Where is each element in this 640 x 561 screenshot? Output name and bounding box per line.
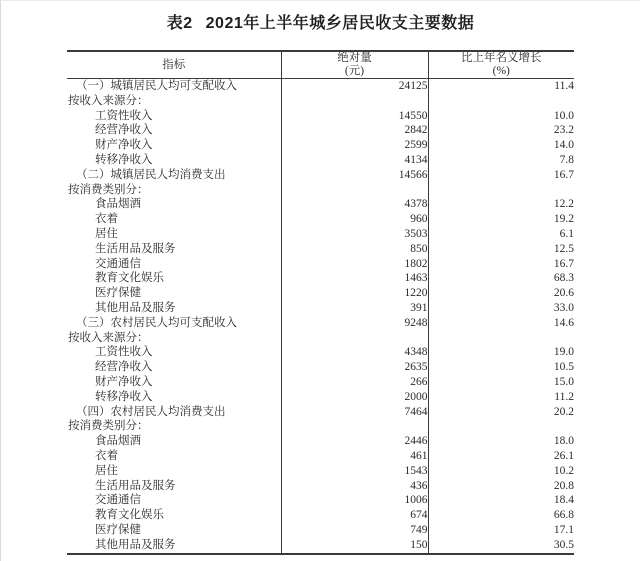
table-row — [67, 123, 574, 138]
table-row — [67, 271, 574, 286]
row-absolute-value — [281, 183, 428, 198]
row-growth-value: 18.0 — [428, 434, 574, 449]
row-growth-value: 66.8 — [428, 508, 574, 523]
row-growth-value: 26.1 — [428, 449, 574, 464]
row-indicator-label: 转移净收入 — [95, 390, 153, 403]
row-indicator-label: 财产净收入 — [95, 375, 153, 388]
row-growth-value: 20.8 — [428, 479, 574, 494]
row-growth-value — [428, 94, 574, 109]
row-growth-value: 19.2 — [428, 212, 574, 227]
row-indicator-label: 交通通信 — [95, 257, 141, 270]
row-absolute-value: 3503 — [281, 227, 428, 242]
table-row — [67, 419, 574, 434]
row-growth-value: 23.2 — [428, 123, 574, 138]
table-row — [67, 434, 574, 449]
row-indicator-label: 教育文化娱乐 — [95, 509, 164, 522]
row-absolute-value: 1543 — [281, 464, 428, 479]
table-row — [67, 94, 574, 109]
row-indicator-label: 其他用品及服务 — [95, 301, 176, 314]
table-row — [67, 183, 574, 198]
row-absolute-value: 14550 — [281, 109, 428, 124]
row-growth-value: 18.4 — [428, 493, 574, 508]
table-row — [67, 523, 574, 538]
row-absolute-value — [281, 419, 428, 434]
row-indicator-label: 衣着 — [95, 213, 118, 226]
row-absolute-value: 2000 — [281, 390, 428, 405]
table-row — [67, 464, 574, 479]
row-absolute-value: 391 — [281, 301, 428, 316]
row-growth-value: 10.2 — [428, 464, 574, 479]
row-absolute-value: 24125 — [281, 79, 428, 94]
row-indicator-label: （四）农村居民人均消费支出 — [76, 405, 226, 418]
table-row — [67, 331, 574, 346]
row-growth-value: 12.2 — [428, 197, 574, 212]
row-absolute-value: 1463 — [281, 271, 428, 286]
row-absolute-value: 9248 — [281, 316, 428, 331]
table-row — [67, 345, 574, 360]
table-row — [67, 109, 574, 124]
table-row — [67, 479, 574, 494]
header-indicator — [67, 51, 281, 79]
row-growth-value: 14.6 — [428, 316, 574, 331]
row-absolute-value: 1006 — [281, 493, 428, 508]
row-indicator-label: 财产净收入 — [95, 139, 153, 152]
row-growth-value: 20.2 — [428, 405, 574, 420]
row-growth-value: 16.7 — [428, 168, 574, 183]
header-absolute-line2: (元) — [344, 65, 365, 77]
header-growth-line2: (%) — [492, 65, 510, 77]
row-growth-value: 33.0 — [428, 301, 574, 316]
table-row — [67, 538, 574, 554]
table-row — [67, 316, 574, 331]
row-indicator-label: 医疗保健 — [95, 287, 141, 300]
row-growth-value: 11.2 — [428, 390, 574, 405]
row-absolute-value: 2635 — [281, 360, 428, 375]
row-growth-value: 68.3 — [428, 271, 574, 286]
row-absolute-value: 2599 — [281, 138, 428, 153]
table-row — [67, 138, 574, 153]
row-indicator-label: 工资性收入 — [95, 109, 153, 122]
row-absolute-value: 749 — [281, 523, 428, 538]
row-absolute-value: 4378 — [281, 197, 428, 212]
row-absolute-value: 4134 — [281, 153, 428, 168]
row-growth-value: 19.0 — [428, 345, 574, 360]
header-indicator-label: 指标 — [162, 58, 186, 71]
row-growth-value: 17.1 — [428, 523, 574, 538]
table-row — [67, 197, 574, 212]
row-absolute-value: 2446 — [281, 434, 428, 449]
header-absolute-line1: 绝对量 — [337, 52, 372, 64]
row-indicator-label: 其他用品及服务 — [95, 538, 176, 551]
table-row — [67, 227, 574, 242]
table-title-prefix: 表2 — [166, 15, 193, 32]
row-indicator-label: 按收入来源分： — [68, 331, 149, 344]
row-absolute-value: 14566 — [281, 168, 428, 183]
row-growth-value — [428, 331, 574, 346]
row-indicator-label: （二）城镇居民人均消费支出 — [76, 168, 226, 181]
row-growth-value: 30.5 — [428, 538, 574, 554]
table-row — [67, 257, 574, 272]
row-absolute-value: 2842 — [281, 123, 428, 138]
row-absolute-value: 674 — [281, 508, 428, 523]
row-absolute-value: 461 — [281, 449, 428, 464]
row-growth-value: 7.8 — [428, 153, 574, 168]
table-row — [67, 153, 574, 168]
row-growth-value: 10.5 — [428, 360, 574, 375]
table-row — [67, 242, 574, 257]
row-indicator-label: 转移净收入 — [95, 153, 153, 166]
header-growth — [428, 51, 574, 79]
table-body — [67, 79, 574, 554]
table-row — [67, 405, 574, 420]
row-absolute-value: 1220 — [281, 286, 428, 301]
header-row — [67, 51, 574, 79]
row-indicator-label: 按消费类别分： — [68, 183, 149, 196]
row-indicator-label: （三）农村居民人均可支配收入 — [76, 316, 237, 329]
row-indicator-label: 食品烟酒 — [95, 198, 141, 211]
table-row — [67, 168, 574, 183]
row-absolute-value: 436 — [281, 479, 428, 494]
row-growth-value: 16.7 — [428, 257, 574, 272]
table-row — [67, 390, 574, 405]
table-row — [67, 360, 574, 375]
row-growth-value: 15.0 — [428, 375, 574, 390]
table-title — [1, 10, 640, 33]
row-indicator-label: 医疗保健 — [95, 523, 141, 536]
table-row — [67, 286, 574, 301]
header-growth-line1: 比上年名义增长 — [461, 52, 542, 64]
table-header — [67, 51, 574, 79]
header-absolute-amount — [281, 51, 428, 79]
row-growth-value — [428, 183, 574, 198]
row-indicator-label: 衣着 — [95, 449, 118, 462]
row-absolute-value: 150 — [281, 538, 428, 554]
row-growth-value: 20.6 — [428, 286, 574, 301]
row-absolute-value — [281, 94, 428, 109]
row-indicator-label: 教育文化娱乐 — [95, 272, 164, 285]
table-row — [67, 449, 574, 464]
row-growth-value: 14.0 — [428, 138, 574, 153]
table-title-text: 2021年上半年城乡居民收支主要数据 — [205, 15, 475, 32]
table-row — [67, 212, 574, 227]
row-absolute-value: 1802 — [281, 257, 428, 272]
row-indicator-label: 生活用品及服务 — [95, 479, 176, 492]
row-indicator-label: 居住 — [95, 464, 118, 477]
row-absolute-value: 4348 — [281, 345, 428, 360]
row-indicator-label: （一）城镇居民人均可支配收入 — [76, 80, 237, 92]
row-indicator-label: 居住 — [95, 227, 118, 240]
row-growth-value: 11.4 — [428, 79, 574, 94]
row-indicator-label: 按收入来源分： — [68, 94, 149, 107]
row-growth-value: 10.0 — [428, 109, 574, 124]
table-row — [67, 79, 574, 94]
row-indicator-label: 经营净收入 — [95, 361, 153, 374]
table-row — [67, 493, 574, 508]
income-expenditure-table — [67, 50, 574, 555]
row-indicator-label: 生活用品及服务 — [95, 242, 176, 255]
row-indicator-label: 经营净收入 — [95, 124, 153, 137]
row-growth-value — [428, 419, 574, 434]
row-indicator-label: 按消费类别分： — [68, 420, 149, 433]
row-absolute-value: 960 — [281, 212, 428, 227]
table-row — [67, 508, 574, 523]
row-indicator-label: 交通通信 — [95, 494, 141, 507]
row-absolute-value — [281, 331, 428, 346]
row-absolute-value: 850 — [281, 242, 428, 257]
row-growth-value: 12.5 — [428, 242, 574, 257]
table-row — [67, 301, 574, 316]
row-indicator-label: 工资性收入 — [95, 346, 153, 359]
row-absolute-value: 7464 — [281, 405, 428, 420]
row-absolute-value: 266 — [281, 375, 428, 390]
row-growth-value: 6.1 — [428, 227, 574, 242]
table-row — [67, 375, 574, 390]
row-indicator-label: 食品烟酒 — [95, 435, 141, 448]
